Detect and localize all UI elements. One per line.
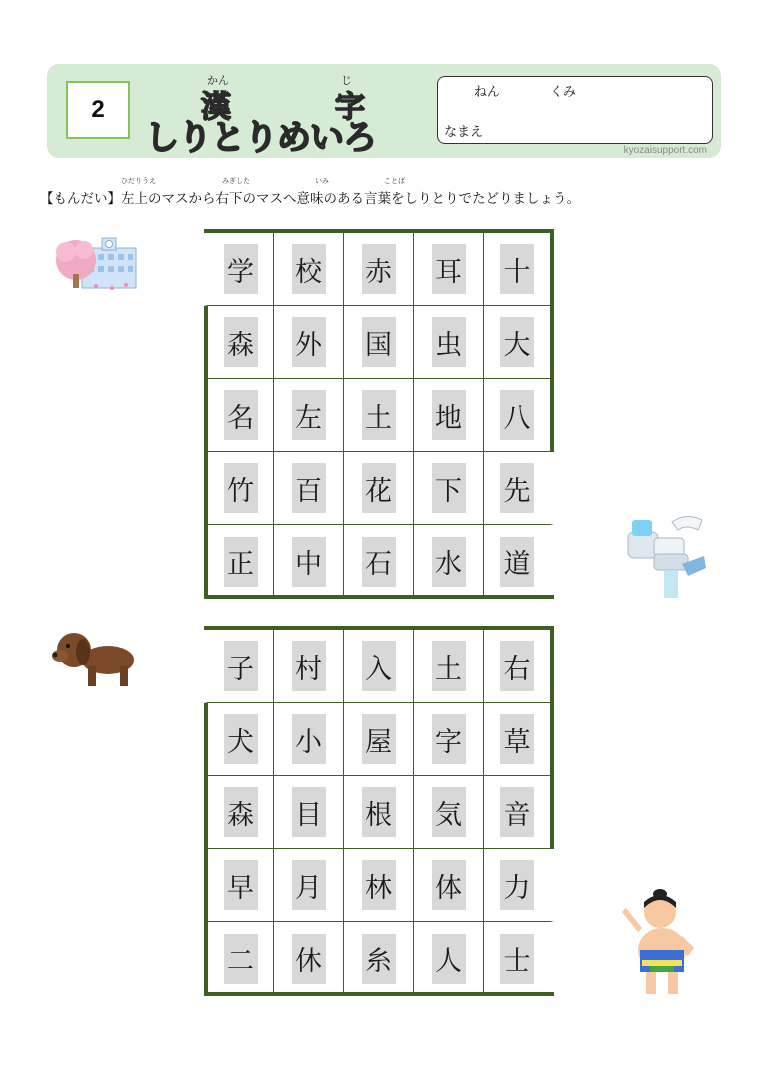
maze-kanji-tile: 八	[500, 390, 534, 440]
maze-2-cell[interactable]	[344, 703, 414, 776]
site-url: kyozaisupport.com	[623, 145, 707, 156]
instruction-ruby-4: ことば	[384, 177, 405, 185]
school-cherry-tree-illustration	[52, 234, 140, 292]
maze-2-cell[interactable]	[274, 922, 344, 995]
name-box[interactable]	[437, 76, 713, 144]
maze-2-cell[interactable]	[204, 849, 274, 922]
maze-1-cell[interactable]	[204, 379, 274, 452]
maze-kanji-tile: 気	[432, 787, 466, 837]
maze-2-cell[interactable]	[344, 776, 414, 849]
maze-kanji-tile: 士	[500, 934, 534, 984]
maze-kanji-tile: 森	[224, 317, 258, 367]
maze-2-cell[interactable]	[414, 703, 484, 776]
maze-kanji-tile: 林	[362, 860, 396, 910]
maze-kanji-tile: 力	[500, 860, 534, 910]
maze-kanji-tile: 十	[500, 244, 534, 294]
maze-2-cell[interactable]	[344, 922, 414, 995]
maze-2-cell[interactable]	[274, 703, 344, 776]
maze-1-cell[interactable]	[414, 452, 484, 525]
maze-kanji-tile: 右	[500, 641, 534, 691]
kumi-label: くみ	[550, 85, 577, 100]
header-band	[47, 64, 721, 158]
maze-2-grid	[204, 630, 554, 992]
maze-kanji-tile: 百	[292, 463, 326, 513]
maze-1-cell[interactable]	[414, 306, 484, 379]
title-main: しりとりめいろ	[145, 118, 376, 158]
water-faucet-illustration	[624, 510, 710, 602]
maze-kanji-tile: 名	[224, 390, 258, 440]
maze-kanji-tile: 道	[500, 537, 534, 587]
maze-1-cell[interactable]	[414, 233, 484, 306]
maze-kanji-tile: 犬	[224, 714, 258, 764]
instruction-ruby-3: いみ	[315, 177, 329, 185]
maze-2-cell[interactable]	[274, 849, 344, 922]
maze-1-cell[interactable]	[274, 306, 344, 379]
maze-kanji-tile: 正	[224, 537, 258, 587]
maze-kanji-tile: 中	[292, 537, 326, 587]
maze-2-cell[interactable]	[414, 922, 484, 995]
maze-kanji-tile: 先	[500, 463, 534, 513]
maze-2-cell[interactable]	[274, 630, 344, 703]
maze-kanji-tile: 外	[292, 317, 326, 367]
maze-kanji-tile: 石	[362, 537, 396, 587]
maze-2-cell[interactable]	[204, 630, 274, 703]
maze-1-cell[interactable]	[344, 306, 414, 379]
maze-1-cell[interactable]	[484, 233, 554, 306]
maze-kanji-tile: 国	[362, 317, 396, 367]
maze-2-cell[interactable]	[484, 776, 554, 849]
maze-2-cell[interactable]	[344, 630, 414, 703]
maze-kanji-tile: 耳	[432, 244, 466, 294]
maze-kanji-tile: 目	[292, 787, 326, 837]
maze-1-cell[interactable]	[204, 452, 274, 525]
maze-1-cell[interactable]	[344, 379, 414, 452]
nen-label: ねん	[474, 85, 501, 100]
title-ruby-kan: かん	[207, 74, 229, 87]
maze-1-cell[interactable]	[484, 525, 554, 598]
maze-kanji-tile: 子	[224, 641, 258, 691]
maze-kanji-tile: 屋	[362, 714, 396, 764]
maze-1-cell[interactable]	[204, 233, 274, 306]
maze-kanji-tile: 根	[362, 787, 396, 837]
maze-1-cell[interactable]	[344, 233, 414, 306]
instruction-ruby-2: みぎした	[222, 177, 250, 185]
maze-kanji-tile: 学	[224, 244, 258, 294]
maze-1-cell[interactable]	[274, 525, 344, 598]
maze-kanji-tile: 音	[500, 787, 534, 837]
dog-illustration	[50, 626, 136, 690]
maze-kanji-tile: 早	[224, 860, 258, 910]
maze-2-cell[interactable]	[274, 776, 344, 849]
maze-kanji-tile: 土	[362, 390, 396, 440]
maze-1-cell[interactable]	[274, 452, 344, 525]
maze-2-cell[interactable]	[414, 849, 484, 922]
maze-1-cell[interactable]	[484, 306, 554, 379]
maze-kanji-tile: 大	[500, 317, 534, 367]
maze-kanji-tile: 校	[292, 244, 326, 294]
maze-1-cell[interactable]	[204, 525, 274, 598]
maze-kanji-tile: 水	[432, 537, 466, 587]
maze-1-cell[interactable]	[484, 452, 554, 525]
instruction-ruby-1: ひだりうえ	[121, 177, 156, 185]
worksheet-title	[145, 70, 425, 158]
maze-1-cell[interactable]	[414, 525, 484, 598]
maze-2-cell[interactable]	[484, 922, 554, 995]
maze-kanji-tile: 竹	[224, 463, 258, 513]
maze-2-cell[interactable]	[484, 849, 554, 922]
maze-kanji-tile: 入	[362, 641, 396, 691]
title-ruby-ji: じ	[341, 74, 352, 87]
maze-kanji-tile: 土	[432, 641, 466, 691]
maze-kanji-tile: 字	[432, 714, 466, 764]
maze-1-cell[interactable]	[344, 452, 414, 525]
maze-1-cell[interactable]	[204, 306, 274, 379]
instruction-text: 【もんだい】左上のマスから右下のマスへ意味のある言葉をしりとりでたどりましょう。	[40, 191, 580, 207]
maze-2-cell[interactable]	[484, 630, 554, 703]
maze-2-cell[interactable]	[484, 703, 554, 776]
maze-kanji-tile: 赤	[362, 244, 396, 294]
maze-2-cell[interactable]	[204, 776, 274, 849]
maze-kanji-tile: 左	[292, 390, 326, 440]
maze-kanji-tile: 体	[432, 860, 466, 910]
maze-2	[204, 626, 554, 996]
maze-kanji-tile: 村	[292, 641, 326, 691]
maze-1-cell[interactable]	[484, 379, 554, 452]
maze-kanji-tile: 糸	[362, 934, 396, 984]
title-kanji-kan: 漢	[201, 90, 231, 125]
maze-kanji-tile: 二	[224, 934, 258, 984]
maze-2-cell[interactable]	[344, 849, 414, 922]
maze-kanji-tile: 花	[362, 463, 396, 513]
maze-kanji-tile: 地	[432, 390, 466, 440]
maze-kanji-tile: 草	[500, 714, 534, 764]
title-kanji-ji: 字	[335, 90, 365, 125]
maze-kanji-tile: 小	[292, 714, 326, 764]
sumo-wrestler-illustration	[614, 884, 706, 1000]
namae-label: なまえ	[444, 125, 484, 140]
maze-1-cell[interactable]	[414, 379, 484, 452]
maze-2-cell[interactable]	[204, 703, 274, 776]
maze-kanji-tile: 人	[432, 934, 466, 984]
maze-1-cell[interactable]	[274, 379, 344, 452]
maze-kanji-tile: 休	[292, 934, 326, 984]
maze-2-cell[interactable]	[204, 922, 274, 995]
maze-kanji-tile: 森	[224, 787, 258, 837]
maze-1	[204, 229, 554, 599]
maze-2-cell[interactable]	[414, 776, 484, 849]
maze-1-cell[interactable]	[344, 525, 414, 598]
maze-2-cell[interactable]	[414, 630, 484, 703]
maze-kanji-tile: 下	[432, 463, 466, 513]
maze-kanji-tile: 月	[292, 860, 326, 910]
maze-kanji-tile: 虫	[432, 317, 466, 367]
maze-1-grid	[204, 233, 554, 595]
maze-1-cell[interactable]	[274, 233, 344, 306]
worksheet-number: 2	[66, 81, 130, 139]
